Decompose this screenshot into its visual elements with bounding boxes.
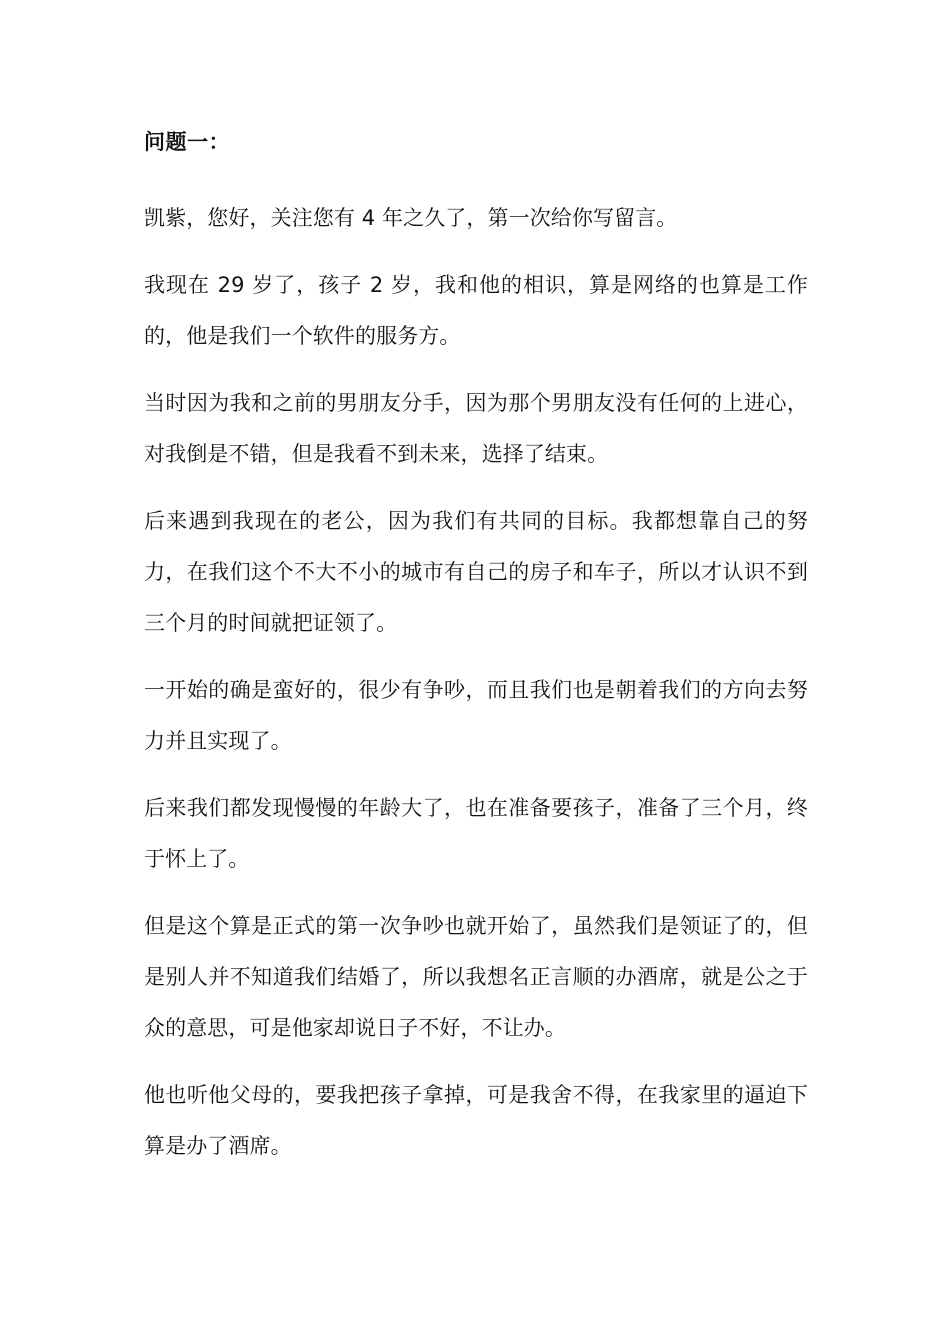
paragraph-greeting: 凯紫，您好，关注您有 4 年之久了，第一次给你写留言。: [144, 206, 678, 230]
paragraph-previous-breakup: 当时因为我和之前的男朋友分手，因为那个男朋友没有任何的上进心，对我倒是不错，但是我看不到未来，选择了结束。: [144, 391, 808, 466]
paragraph-how-we-met: 我现在 29 岁了，孩子 2 岁，我和他的相识，算是网络的也算是工作的，他是我们一个软件的服务方。: [144, 273, 808, 348]
paragraph-wedding-banquet: 他也听他父母的，要我把孩子拿掉，可是我舍不得，在我家里的逼迫下算是办了酒席。: [144, 1083, 808, 1158]
paragraph-first-argument: 但是这个算是正式的第一次争吵也就开始了，虽然我们是领证了的，但是别人并不知道我们结婚了，所以我想名正言顺的办酒席，就是公之于众的意思，可是他家却说日子不好，不让办。: [144, 914, 808, 1040]
paragraph-pregnancy: 后来我们都发现慢慢的年龄大了，也在准备要孩子，准备了三个月，终于怀上了。: [144, 796, 808, 871]
paragraph-current-husband: 后来遇到我现在的老公，因为我们有共同的目标。我都想靠自己的努力，在我们这个不大不小的城市有自己的房子和车子，所以才认识不到三个月的时间就把证领了。: [144, 509, 808, 635]
question-heading: 问题一：: [144, 130, 230, 154]
document-body: [144, 124, 808, 1188]
paragraph-early-marriage: 一开始的确是蛮好的，很少有争吵，而且我们也是朝着我们的方向去努力并且实现了。: [144, 678, 808, 753]
